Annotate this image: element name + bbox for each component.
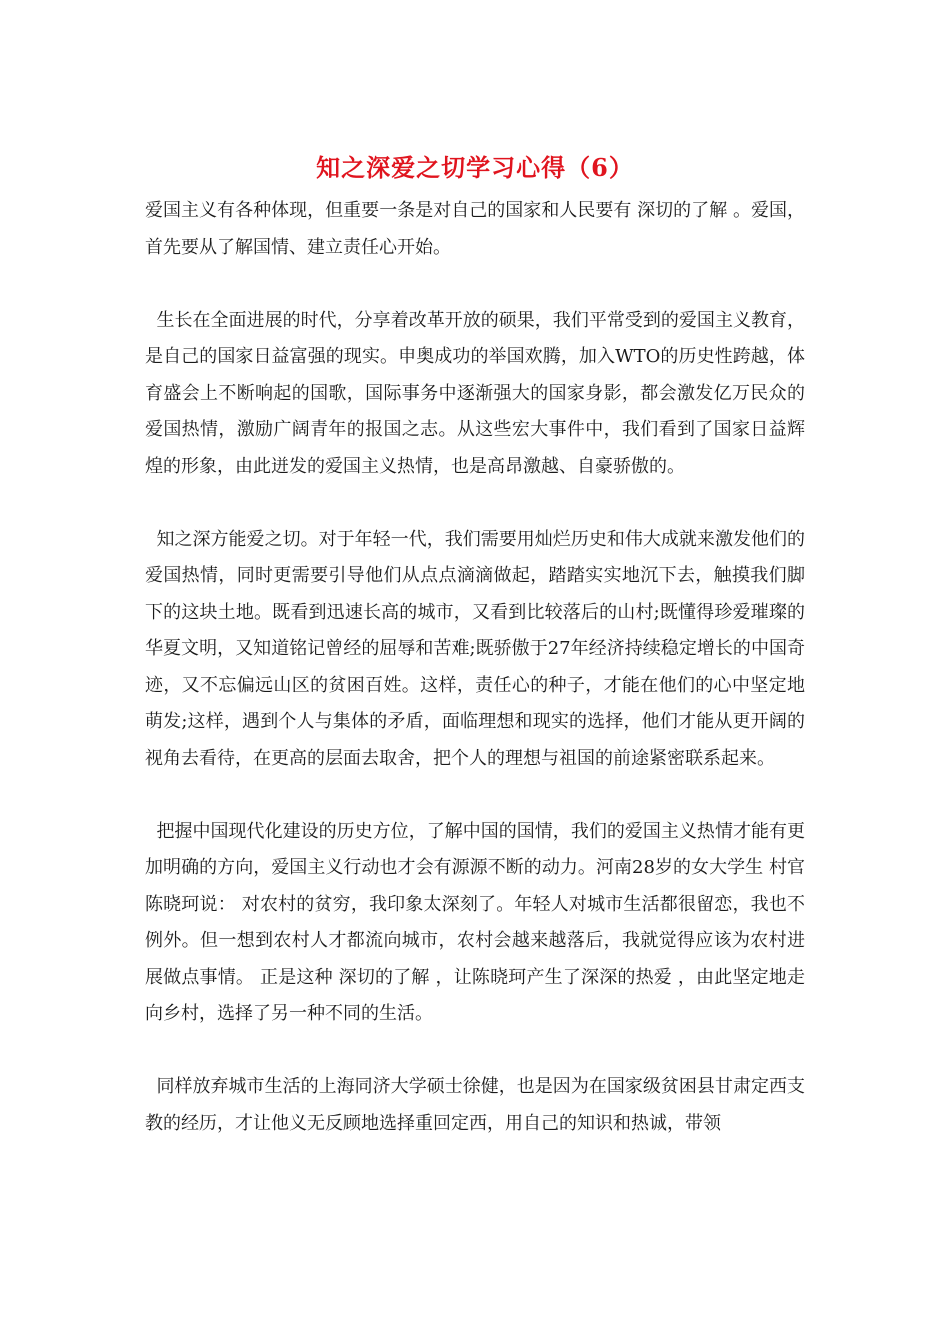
document-title: 知之深爱之切学习心得（6） (316, 153, 634, 182)
paragraph-5: 同样放弃城市生活的上海同济大学硕士徐健，也是因为在国家级贫困县甘肃定西支教的经历，才让他义无反顾地选择重回定西，用自己的知识和热诚，带领 (145, 1076, 805, 1134)
paragraph-1: 爱国主义有各种体现，但重要一条是对自己的国家和人民要有 深切的了解 。爱国，首先要从了解国情、建立责任心开始。 (145, 200, 805, 258)
paragraph-4: 把握中国现代化建设的历史方位，了解中国的国情，我们的爱国主义热情才能有更加明确的方向，爱国主义行动也才会有源源不断的动力。河南28岁的女大学生 村官 陈晓珂说： 对农村的贫穷，我印象太深刻了。年轻人对城市生活都很留恋，我也不例外。但一想到农村人才都流向城市，农村会越来越落后，我就觉得应该为农村进展做点事情。 正是这种 深切的了解 ，让陈晓珂产生了深深的热爱 ，由此坚定地走向乡村，选择了另一种不同的生活。 (145, 820, 811, 1024)
document-body (145, 193, 811, 1179)
paragraph-2: 生长在全面进展的时代，分享着改革开放的硕果，我们平常受到的爱国主义教育，是自己的国家日益富强的现实。申奥成功的举国欢腾，加入WTO的历史性跨越，体育盛会上不断响起的国歌，国际事务中逐渐强大的国家身影，都会激发亿万民众的爱国热情，激励广阔青年的报国之志。从这些宏大事件中，我们看到了国家日益辉煌的形象，由此迸发的爱国主义热情，也是高昂激越、自豪骄傲的。 (145, 309, 805, 477)
paragraph-3: 知之深方能爱之切。对于年轻一代，我们需要用灿烂历史和伟大成就来激发他们的爱国热情，同时更需要引导他们从点点滴滴做起，踏踏实实地沉下去，触摸我们脚下的这块土地。既看到迅速长高的城市，又看到比较落后的山村;既懂得珍爱璀璨的华夏文明，又知道铭记曾经的屈辱和苦难;既骄傲于27年经济持续稳定增长的中国奇迹，又不忘偏远山区的贫困百姓。这样，责任心的种子，才能在他们的心中坚定地萌发;这样，遇到个人与集体的矛盾，面临理想和现实的选择，他们才能从更开阔的视角去看待，在更高的层面去取舍，把个人的理想与祖国的前途紧密联系起来。 (145, 528, 805, 769)
